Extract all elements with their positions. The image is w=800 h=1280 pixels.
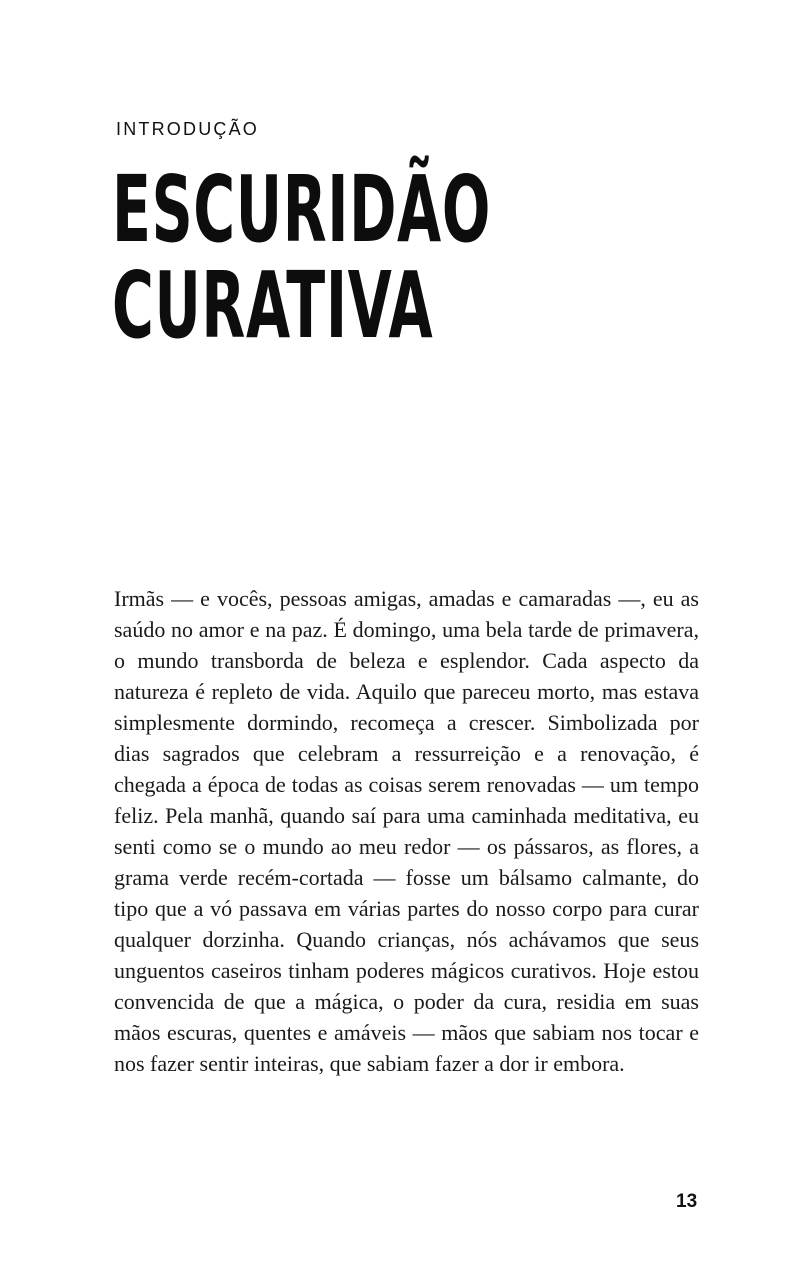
chapter-title [112, 156, 491, 359]
chapter-title-line-2: CURATIVA [112, 252, 434, 359]
section-label: INTRODUÇÃO [116, 119, 259, 139]
body-paragraph: Irmãs — e vocês, pessoas amigas, amadas e camaradas —, eu as saúdo no amor e na paz. É domingo, uma bela tarde de primavera, o mundo transborda de beleza e esplendor. Cada aspecto da natureza é repleto de vida. Aquilo que pareceu morto, mas estava simplesmente dormindo, recomeça a crescer. Simbolizada por dias sagrados que celebram a ressurreição e a renovação, é chegada a época de todas as coisas serem renovadas — um tempo feliz. Pela manhã, quando saí para uma caminhada meditativa, eu senti como se o mundo ao meu redor — os pássaros, as flores, a grama verde recém-cortada — fosse um bálsamo calmante, do tipo que a vó passava em várias partes do nosso corpo para curar qualquer dorzinha. Quando crianças, nós achávamos que seus unguentos caseiros tinham poderes mágicos curativos. Hoje estou convencida de que a mágica, o poder da cura, residia em suas mãos escuras, quentes e amáveis — mãos que sabiam nos tocar e nos fazer sentir inteiras, que sabiam fazer a dor ir embora. [114, 586, 699, 1076]
page-number: 13 [676, 1191, 698, 1212]
chapter-title-line-1: ESCURIDÃO [112, 156, 491, 263]
